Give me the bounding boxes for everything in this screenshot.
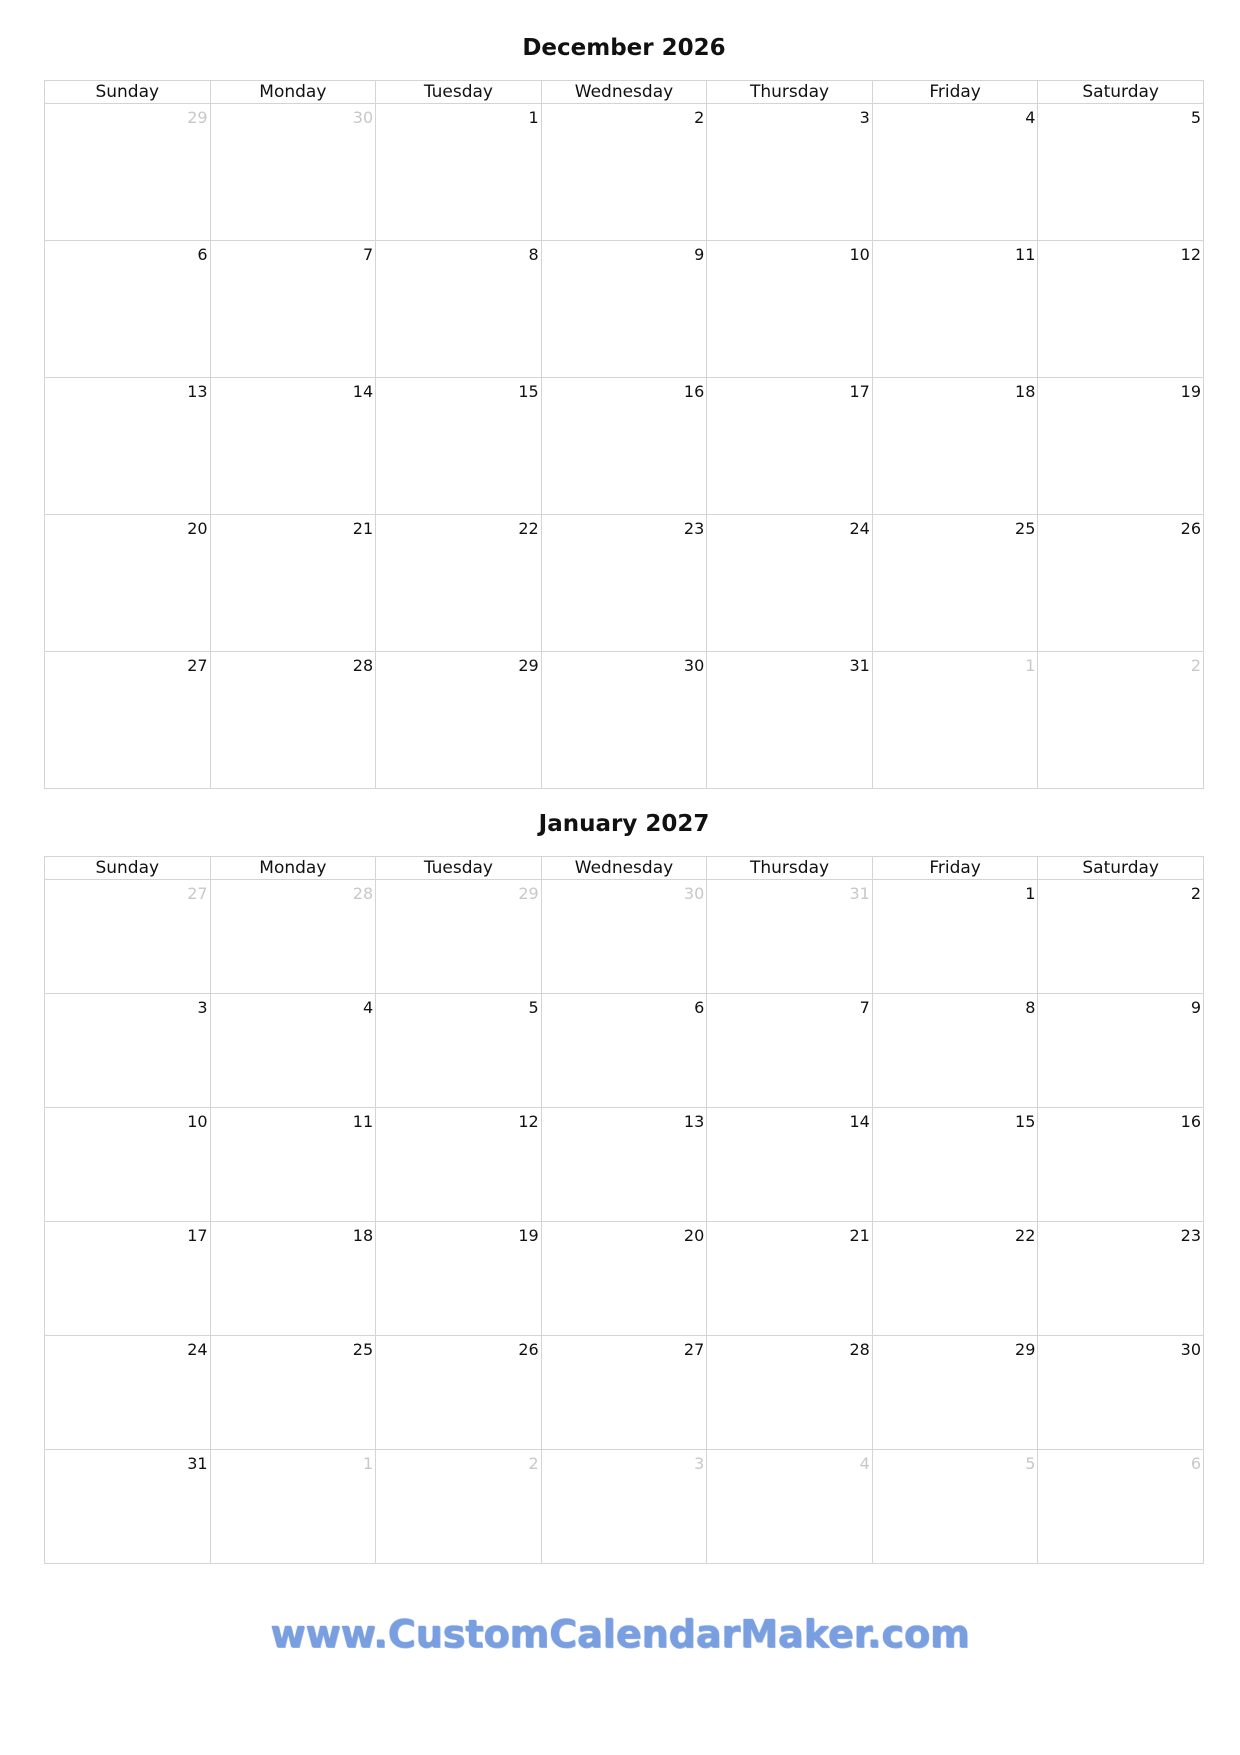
day-number: 5: [1190, 108, 1201, 127]
day-cell: [210, 1108, 376, 1222]
day-cell: [1038, 1108, 1204, 1222]
day-cell: [376, 515, 542, 652]
day-number: 20: [683, 1226, 705, 1245]
day-number: 14: [849, 1112, 870, 1131]
day-number: 24: [849, 519, 870, 538]
day-cell: [872, 378, 1038, 515]
day-cell: [872, 241, 1038, 378]
day-number: 30: [683, 884, 705, 903]
day-number: 1: [1025, 884, 1036, 903]
day-cell: [541, 1222, 707, 1336]
week-row: [45, 104, 1204, 241]
day-cell-other-month: [872, 1450, 1038, 1564]
day-number: 16: [683, 382, 705, 401]
day-cell: [872, 515, 1038, 652]
day-cell: [376, 104, 542, 241]
day-cell: [1038, 880, 1204, 994]
day-number: 12: [1180, 245, 1201, 264]
day-cell: [1038, 1222, 1204, 1336]
day-cell: [376, 1108, 542, 1222]
day-cell: [45, 1108, 211, 1222]
week-row: [45, 241, 1204, 378]
day-number: 10: [187, 1112, 208, 1131]
day-number: 23: [1180, 1226, 1201, 1245]
day-number: 24: [187, 1340, 208, 1359]
day-number: 22: [518, 519, 539, 538]
day-number: 27: [187, 884, 208, 903]
day-number: 4: [1025, 108, 1036, 127]
day-cell: [872, 1108, 1038, 1222]
weekday-header-row: [45, 81, 1204, 104]
day-cell: [541, 652, 707, 789]
day-cell-other-month: [707, 1450, 873, 1564]
weekday-header: Thursday: [707, 857, 873, 880]
day-number: 30: [683, 656, 705, 675]
day-number: 1: [362, 1454, 374, 1473]
week-row: [45, 994, 1204, 1108]
day-number: 18: [352, 1226, 374, 1245]
day-cell: [376, 1222, 542, 1336]
day-cell: [707, 378, 873, 515]
day-cell: [872, 880, 1038, 994]
weekday-header: Thursday: [707, 81, 873, 104]
day-number: 13: [187, 382, 208, 401]
day-cell: [376, 994, 542, 1108]
calendar-january: [44, 802, 1204, 1564]
day-number: 3: [859, 108, 870, 127]
day-number: 25: [352, 1340, 374, 1359]
day-number: 3: [197, 998, 208, 1017]
day-number: 9: [1190, 998, 1201, 1017]
day-cell: [1038, 994, 1204, 1108]
day-number: 10: [849, 245, 870, 264]
day-number: 4: [362, 998, 374, 1017]
weeks-body: [45, 104, 1204, 789]
day-number: 26: [518, 1340, 539, 1359]
day-cell: [45, 994, 211, 1108]
day-number: 29: [518, 656, 539, 675]
day-cell: [707, 104, 873, 241]
week-row: [45, 880, 1204, 994]
day-cell-other-month: [707, 880, 873, 994]
weekday-header: Wednesday: [541, 81, 707, 104]
day-cell: [376, 241, 542, 378]
day-number: 21: [849, 1226, 870, 1245]
day-number: 25: [1015, 519, 1036, 538]
day-cell-other-month: [45, 880, 211, 994]
day-number: 2: [528, 1454, 539, 1473]
month-title: December 2026: [522, 35, 726, 61]
day-number: 28: [849, 1340, 870, 1359]
day-number: 8: [528, 245, 539, 264]
day-cell: [707, 994, 873, 1108]
day-number: 6: [694, 998, 705, 1017]
day-number: 31: [849, 656, 870, 675]
day-cell: [1038, 515, 1204, 652]
day-cell-other-month: [872, 652, 1038, 789]
month-grid: [44, 856, 1204, 1564]
day-cell: [541, 515, 707, 652]
day-number: 14: [352, 382, 374, 401]
weekday-header: Monday: [210, 81, 376, 104]
weekday-header: Saturday: [1038, 857, 1204, 880]
weekday-header: Sunday: [45, 857, 211, 880]
day-cell: [210, 241, 376, 378]
weekday-header-row: [45, 857, 1204, 880]
weekday-header: Saturday: [1038, 81, 1204, 104]
day-number: 12: [518, 1112, 539, 1131]
day-cell: [45, 1222, 211, 1336]
day-cell: [707, 1108, 873, 1222]
week-row: [45, 652, 1204, 789]
day-cell-other-month: [1038, 1450, 1204, 1564]
day-number: 15: [518, 382, 539, 401]
day-cell: [707, 1222, 873, 1336]
day-cell: [541, 104, 707, 241]
day-number: 5: [1025, 1454, 1036, 1473]
day-cell: [1038, 241, 1204, 378]
weekday-header: Friday: [872, 857, 1038, 880]
day-number: 9: [694, 245, 705, 264]
day-cell: [707, 515, 873, 652]
day-number: 19: [518, 1226, 539, 1245]
day-cell: [1038, 104, 1204, 241]
week-row: [45, 1222, 1204, 1336]
day-number: 2: [694, 108, 705, 127]
footer-website-link[interactable]: www.CustomCalendarMaker.com: [270, 1612, 970, 1656]
day-cell: [541, 994, 707, 1108]
week-row: [45, 515, 1204, 652]
day-cell: [210, 1222, 376, 1336]
week-row: [45, 378, 1204, 515]
day-number: 2: [1190, 884, 1201, 903]
day-cell: [872, 994, 1038, 1108]
day-cell-other-month: [541, 1450, 707, 1564]
day-cell-other-month: [376, 880, 542, 994]
day-cell-other-month: [210, 104, 376, 241]
weekday-header: Monday: [210, 857, 376, 880]
day-number: 27: [683, 1340, 705, 1359]
weekday-header: Friday: [872, 81, 1038, 104]
day-cell: [45, 241, 211, 378]
day-cell-other-month: [210, 1450, 376, 1564]
day-number: 18: [1015, 382, 1036, 401]
day-cell: [1038, 378, 1204, 515]
day-number: 11: [1015, 245, 1036, 264]
day-number: 23: [683, 519, 705, 538]
day-number: 31: [849, 884, 870, 903]
week-row: [45, 1336, 1204, 1450]
day-number: 20: [187, 519, 208, 538]
month-grid: [44, 80, 1204, 789]
month-title: January 2027: [538, 811, 710, 837]
day-number: 1: [1025, 656, 1036, 675]
day-number: 19: [1180, 382, 1201, 401]
day-number: 8: [1025, 998, 1036, 1017]
day-cell-other-month: [376, 1450, 542, 1564]
day-cell: [541, 378, 707, 515]
day-cell: [1038, 1336, 1204, 1450]
weeks-body: [45, 880, 1204, 1564]
day-number: 6: [1190, 1454, 1201, 1473]
day-cell-other-month: [45, 104, 211, 241]
day-number: 1: [528, 108, 539, 127]
day-cell: [541, 241, 707, 378]
day-cell: [45, 378, 211, 515]
day-number: 28: [352, 656, 374, 675]
day-number: 4: [859, 1454, 870, 1473]
day-number: 29: [518, 884, 539, 903]
day-number: 30: [1180, 1340, 1201, 1359]
day-number: 21: [352, 519, 374, 538]
day-number: 26: [1180, 519, 1201, 538]
day-cell: [210, 1336, 376, 1450]
day-cell: [872, 1336, 1038, 1450]
day-number: 11: [352, 1112, 374, 1131]
day-number: 7: [859, 998, 870, 1017]
weekday-header: Sunday: [45, 81, 211, 104]
day-cell: [210, 652, 376, 789]
day-cell: [707, 1336, 873, 1450]
day-number: 2: [1190, 656, 1201, 675]
week-row: [45, 1450, 1204, 1564]
day-cell-other-month: [210, 880, 376, 994]
weekday-header: Tuesday: [376, 81, 542, 104]
week-row: [45, 1108, 1204, 1222]
day-number: 5: [528, 998, 539, 1017]
day-cell: [376, 378, 542, 515]
day-number: 22: [1015, 1226, 1036, 1245]
day-cell: [376, 652, 542, 789]
day-cell: [872, 104, 1038, 241]
day-number: 3: [694, 1454, 705, 1473]
day-cell: [707, 652, 873, 789]
day-number: 13: [683, 1112, 705, 1131]
day-number: 17: [187, 1226, 208, 1245]
day-cell: [872, 1222, 1038, 1336]
weekday-header: Wednesday: [541, 857, 707, 880]
day-cell-other-month: [1038, 652, 1204, 789]
day-cell: [45, 1336, 211, 1450]
day-number: 29: [187, 108, 208, 127]
day-cell: [210, 994, 376, 1108]
day-number: 7: [362, 245, 374, 264]
day-cell: [707, 241, 873, 378]
day-number: 16: [1180, 1112, 1201, 1131]
calendar-december: [44, 26, 1204, 789]
day-number: 31: [187, 1454, 208, 1473]
day-number: 29: [1015, 1340, 1036, 1359]
day-number: 6: [197, 245, 208, 264]
day-cell-other-month: [541, 880, 707, 994]
day-cell: [45, 1450, 211, 1564]
day-cell: [45, 652, 211, 789]
day-number: 27: [187, 656, 208, 675]
day-number: 30: [352, 108, 374, 127]
day-cell: [210, 378, 376, 515]
day-cell: [376, 1336, 542, 1450]
weekday-header: Tuesday: [376, 857, 542, 880]
day-cell: [45, 515, 211, 652]
day-number: 17: [849, 382, 870, 401]
day-number: 15: [1015, 1112, 1036, 1131]
day-cell: [541, 1336, 707, 1450]
day-number: 28: [352, 884, 374, 903]
day-cell: [541, 1108, 707, 1222]
day-cell: [210, 515, 376, 652]
